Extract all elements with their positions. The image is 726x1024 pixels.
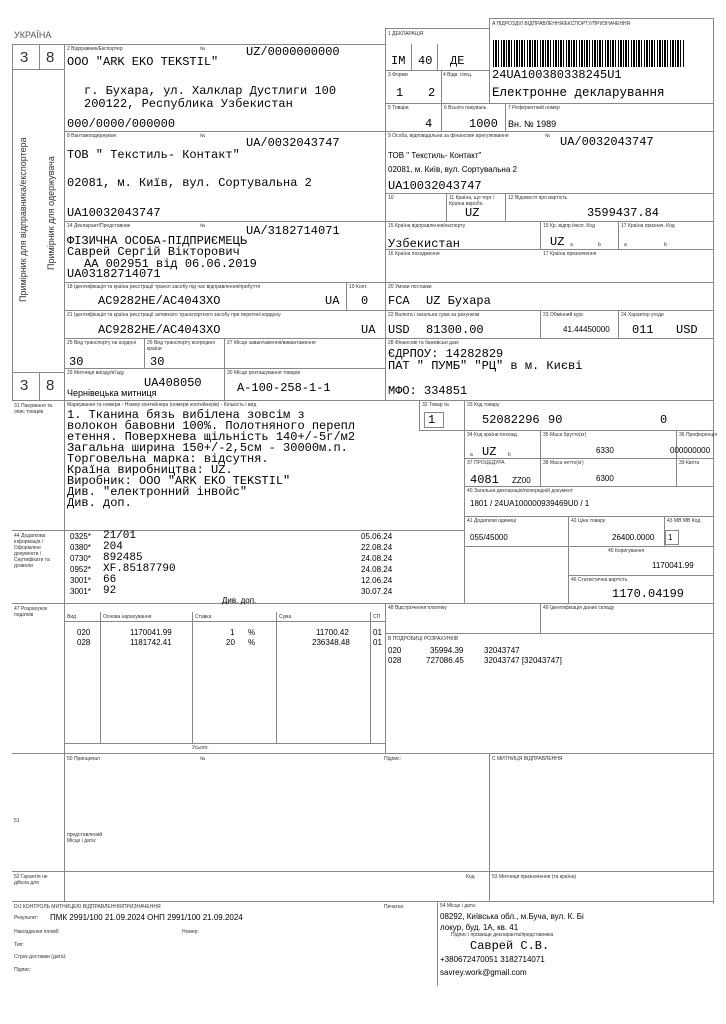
boxA-label: A ПІДРОЗДІЛ ВІДПРАВЛЕННЯ/ЕКСПОРТУ/ПРИЗНАЧЕННЯ: [492, 21, 631, 27]
tax-col-sum: Сума: [279, 614, 292, 620]
box47-label: 47 Розрахунок податків: [14, 606, 48, 618]
doc-code-1: 0325*: [70, 532, 91, 541]
divider: [12, 69, 64, 70]
box33-label: 33 Код товару: [467, 402, 500, 408]
box17-label: 17 Країна призначення: [543, 251, 597, 257]
box34-label: 34 Код країни похожд.: [467, 432, 519, 438]
copy-number-bottom: 3: [20, 377, 29, 394]
copy-of-bottom: 8: [46, 377, 55, 394]
declarant-document: АА 002951 від 06.06.2019: [84, 257, 257, 271]
doc-number-6: 92: [103, 585, 117, 597]
divider: [12, 603, 713, 604]
doc-number-3: 892485: [103, 552, 143, 564]
divider: [505, 193, 506, 221]
financial-number: UA/0032043747: [560, 135, 654, 149]
divider: [64, 743, 385, 744]
box40-label: 40 Загальна декларація/попередній документ: [467, 488, 574, 494]
bank-edrpou: ЄДРПОУ: 14282829: [388, 347, 504, 361]
divider: [385, 28, 386, 400]
box50-place-label: Місце і дата:: [67, 838, 97, 844]
transport-country-departure: UA: [325, 294, 340, 308]
border-transport-mode: 30: [69, 355, 84, 369]
divider: [100, 612, 101, 743]
divider: [489, 753, 490, 871]
box10-label: 10: [388, 195, 394, 201]
declarant-place-1: 08292, Київська обл., м.Буча, вул. К. Бі: [440, 912, 584, 921]
dispatch-country-code: UZ: [550, 235, 565, 249]
sender-number: UZ/0000000000: [246, 45, 340, 59]
boxD-label: D/J КОНТРОЛЬ МИТНИЦЕЮ ВІДПРАВЛЕННЯ/ПРИЗНАЧЕННЯ: [14, 904, 161, 910]
tax-col-base: Основа нарахування: [103, 614, 152, 620]
divider: [64, 400, 65, 530]
box50-rep-label: представлений: [67, 832, 103, 838]
divider: [64, 603, 65, 753]
doc-number-1: 21/01: [103, 530, 137, 542]
divider: [676, 430, 677, 486]
box15a-a: a: [570, 242, 573, 248]
control-result: ПМК 2991/100 21.09.2024 ОНП 2991/100 21.09.2024: [50, 913, 243, 922]
divider: [144, 338, 145, 368]
tax-base: 1181742.41: [130, 638, 172, 647]
divider: [464, 516, 713, 517]
box50-label: 50 Принципал: [67, 756, 100, 762]
divider: [276, 612, 277, 743]
divider: [224, 368, 225, 400]
divider: [64, 338, 713, 339]
value-details: 3599437.84: [587, 206, 660, 220]
financial-address: 02081, м. Київ, вул. Сортувальна 2: [388, 165, 517, 174]
box54-label: 54 Місце і дата:: [440, 903, 477, 909]
box17a-b: b: [664, 242, 667, 248]
divider: [489, 871, 490, 901]
delivery-terms-place: UZ Бухара: [426, 294, 491, 308]
box2-no-label: №: [200, 46, 206, 52]
box4-label: 4 Відв. спец.: [443, 72, 473, 78]
tax-sp: 01: [373, 638, 382, 647]
goods-description-line-6: Країна виробництва: UZ.: [67, 463, 233, 477]
transaction-nature: 011: [632, 323, 654, 337]
divider: [64, 44, 65, 400]
divider: [370, 612, 371, 743]
doc-code-5: 3001*: [70, 576, 91, 585]
box21-label: 21 Ідентифікація та країна реєстрації активного транспортного засобу при перетині кордону: [67, 312, 281, 318]
divider: [385, 70, 489, 71]
divider: [441, 70, 442, 103]
tax-rate-unit: %: [248, 638, 256, 647]
box18-label: 18 Ідентифікація та країна реєстрації трансп засобу під час відправлення/прибуття: [67, 284, 261, 290]
box42-label: 42 Ціна товару: [571, 518, 606, 524]
declarant-email: savrey.work@gmail.com: [440, 968, 527, 977]
box44-label: 44 Додаткова інформація /Оформлені документи /Сертифікати та дозволи: [14, 533, 50, 569]
box23-label: 23 Обмінний курс: [543, 312, 584, 318]
box41-label: 41 Додаткові одиниці: [467, 518, 517, 524]
sender-name: ООО "ARK EKO TEKSTIL": [67, 55, 219, 69]
divider: [419, 430, 713, 431]
divider: [540, 603, 541, 633]
box14-no-label: №: [200, 223, 206, 229]
box46-label: 46 Статистична вартість: [571, 577, 628, 583]
hs-code-extra: 0: [660, 413, 668, 427]
doc-date-4: 24.08.24: [361, 565, 393, 574]
box32-label: 32 Товар №: [422, 402, 450, 408]
box16-label: 16 Країна походження: [388, 251, 440, 257]
divider: [12, 400, 713, 401]
payment-amount: 35994.39: [430, 646, 464, 655]
payment-id: 32043747: [484, 646, 520, 655]
box34-a: a: [470, 452, 473, 458]
divider: [64, 221, 713, 222]
divider: [192, 612, 193, 743]
box54-sublabel: Підпис і прізвище декларанта/представника: [451, 932, 554, 938]
goods-location: A-100-258-1-1: [237, 381, 331, 395]
copy-number: 3: [20, 49, 29, 66]
tax-base: 1170041.99: [130, 628, 172, 637]
box29-label: 29 Митниця виїзду/в'їзду: [67, 370, 125, 376]
divider: [464, 486, 713, 487]
divider: [618, 310, 619, 338]
divider: [437, 44, 438, 70]
bank-name: ПАТ " ПУМБ" "РЦ" в м. Києві: [388, 359, 583, 373]
divider: [489, 18, 713, 19]
divider: [419, 400, 420, 430]
box22-label: 22 Валюта і загальна сума за рахунком: [388, 312, 480, 318]
divider: [489, 18, 490, 103]
origin-country: UZ: [482, 445, 497, 459]
box2-label: 2 Відправник/Експортер: [67, 46, 123, 52]
tax-col-type: Вид: [67, 614, 77, 620]
declaration-type-2: 40: [418, 54, 433, 68]
box30-label: 30 Місце розташування товарів: [227, 370, 300, 376]
tax-sum: 236348.48: [312, 638, 350, 647]
box45-label: 45 Коригування: [608, 548, 645, 554]
procedure-extra: ZZ00: [512, 476, 531, 485]
goods-description-line-8: Див. "електронний інвойс": [67, 485, 248, 499]
divider: [568, 546, 569, 603]
box11-label: 11 Країна, що торг / Країна виробн.: [449, 195, 495, 207]
sender-address-1: г. Бухара, ул. Халклар Дустлиги 100: [84, 84, 337, 98]
goods-description-line-9: Див. доп.: [67, 496, 132, 510]
box19-label: 19 Конт.: [349, 284, 368, 290]
declarant-name-2: Саврей Сергій Вікторович: [67, 245, 240, 259]
boxB-label: В ПОДРОБИЦІ РОЗРАХУНКІВ: [388, 636, 459, 642]
additional-info-ref: Див. доп.: [222, 596, 257, 605]
doc-date-1: 05.06.24: [361, 532, 393, 541]
divider: [385, 633, 713, 634]
goods-description-line-3: етення. Поверхнева щільність 140+/-5г/м2: [67, 430, 356, 444]
transport-id-border: AC9282HE/AC4043XO: [98, 323, 221, 337]
doc-code-6: 3001*: [70, 587, 91, 596]
item-number: 1: [428, 413, 436, 427]
box31-label: 31 Пакування та опис товарів: [14, 403, 53, 415]
valuation-method: 1: [668, 533, 673, 542]
box26-label: 26 Вид транспорту всередині країни: [147, 340, 215, 352]
statistical-value: 1170.04199: [612, 587, 685, 601]
boxC-label: С МИТНИЦЯ ВІДПРАВЛЕННЯ: [492, 756, 563, 762]
divider: [12, 871, 713, 872]
box24-label: 24 Характер угоди: [621, 312, 664, 318]
box8-no-label: №: [200, 133, 206, 139]
box48-label: 48 Відстрочення платежу: [388, 605, 447, 611]
boxD-deadline-label: Строк доставки (дата):: [14, 954, 67, 960]
copy-of: 8: [46, 49, 55, 66]
goods-description-line-1: 1. Тканина бязь вибілена зовсім з: [67, 408, 305, 422]
box53-label: 53 Митниця призначення (та країна): [492, 874, 577, 880]
goods-description-line-7: Виробник: ООО "ARK EKO TEKSTIL": [67, 474, 291, 488]
invoice-currency: USD: [388, 323, 410, 337]
tax-type: 028: [77, 638, 91, 647]
sender-code: 000/0000/000000: [67, 117, 176, 131]
payment-amount: 727086.45: [426, 656, 464, 665]
divider: [540, 310, 541, 338]
box14-label: 14 Декларант/Представник: [67, 223, 130, 229]
payment-code: 020: [388, 646, 402, 655]
divider: [12, 44, 13, 400]
consignee-code: UA10032043747: [67, 206, 161, 220]
boxD-number-label: Номер:: [182, 929, 199, 935]
exchange-rate: 41.44450000: [563, 325, 610, 334]
customs-office-code: UA408050: [144, 376, 202, 390]
boxD-sign-label: Підпис:: [14, 967, 32, 973]
tax-rate-unit: %: [248, 628, 256, 637]
box17a-a: a: [624, 242, 627, 248]
divider: [64, 621, 385, 622]
boxD-seals-label: Накладення пломб:: [14, 929, 60, 935]
declaration-type-3: ДЕ: [450, 54, 465, 68]
divider: [39, 372, 40, 400]
box37-label: 37 ПРОЦЕДУРА: [467, 460, 505, 466]
hs-code: 52082296: [482, 413, 540, 427]
divider: [64, 753, 65, 871]
bank-mfo: МФО: 334851: [388, 384, 468, 398]
divider: [446, 193, 447, 221]
tax-type: 020: [77, 628, 91, 637]
box50-no-label: №: [200, 756, 206, 762]
box50-sign-label: Підпис:: [384, 756, 402, 762]
divider: [346, 282, 347, 310]
divider: [618, 221, 619, 249]
box8-label: 8 Вантажоодержувач: [67, 133, 117, 139]
supplementary-units: 055/45000: [470, 533, 508, 542]
box25-label: 25 Вид транспорту на кордоні: [67, 340, 137, 346]
side-label-receiver: Примірник для одержувача: [46, 156, 56, 270]
doc-date-5: 12.06.24: [361, 576, 393, 585]
tax-sum: 11700.42: [316, 628, 349, 637]
box6-label: 6 Всього пакувань: [444, 105, 487, 111]
box3-label: 3 Форми: [388, 72, 408, 78]
declaration-code: 24UA100380338245U1: [492, 68, 622, 82]
declaration-status: Електронне декларування: [492, 86, 665, 100]
hs-code-sub: 90: [548, 413, 563, 427]
gross-weight: 6330: [596, 446, 614, 455]
box15a-label: 15 Кр. відпр./експ. Код: [543, 223, 595, 229]
customs-office-name: Чернівецька митниця: [67, 388, 157, 398]
divider: [385, 193, 713, 194]
box52-code-label: Код: [466, 874, 475, 880]
divider: [411, 44, 412, 70]
barcode: [493, 40, 685, 67]
payment-code: 028: [388, 656, 402, 665]
doc-date-3: 24.08.24: [361, 554, 393, 563]
boxD-result-label: Результат:: [14, 915, 39, 921]
divider: [12, 901, 713, 902]
box15-label: 15 Країна відправлення/експорту: [388, 223, 466, 229]
box28-label: 28 Фінансові та банківські дані: [388, 340, 459, 346]
divider: [464, 546, 713, 547]
adjustment-value: 1170041.99: [652, 561, 694, 570]
box9-no-label: №: [545, 133, 551, 139]
divider: [540, 221, 541, 249]
tax-rate: 1: [230, 628, 235, 637]
box7-label: 7 Референтний номер: [508, 105, 560, 111]
divider: [64, 131, 713, 132]
box52-label: 52 Гарантія не дійсна для: [14, 874, 48, 886]
declarant-name-1: ФІЗИЧНА ОСОБА-ПІДПРИЄМЕЦЬ: [67, 234, 248, 248]
forms-2: 2: [428, 86, 436, 100]
divider: [568, 516, 569, 546]
dispatch-country: Узбекистан: [388, 237, 461, 251]
trading-country: UZ: [465, 206, 480, 220]
goods-count: 4: [425, 117, 433, 131]
item-price: 26400.0000: [612, 533, 655, 542]
divider: [540, 430, 541, 486]
reference-number: Вн. № 1989: [508, 119, 557, 129]
declarant-signature-name: Саврей С.В.: [470, 939, 550, 953]
box20-label: 20 Умови поставки: [388, 284, 432, 290]
divider: [713, 18, 714, 904]
tax-total-label: Усього:: [192, 745, 209, 751]
divider: [385, 28, 489, 29]
country-label: УКРАЇНА: [14, 30, 52, 40]
declarant-code: UA03182714071: [67, 267, 161, 281]
divider: [568, 575, 713, 576]
goods-description-line-4: Загальна ширина 150+/-2,5см - 30000м.п.: [67, 441, 348, 455]
consignee-number: UA/0032043747: [246, 136, 340, 150]
divider: [12, 372, 64, 373]
box5-label: 5 Товари: [388, 105, 409, 111]
doc-code-3: 0730*: [70, 554, 91, 563]
declarant-place-2: локур, буд. 1А, кв. 41: [440, 923, 519, 932]
consignee-address: 02081, м. Київ, вул. Сортувальна 2: [67, 176, 312, 190]
box15a-b: b: [598, 242, 601, 248]
tax-rate: 20: [226, 638, 235, 647]
divider: [437, 901, 438, 986]
doc-code-2: 0380*: [70, 543, 91, 552]
box9-label: 9 Особа, відповідальна за фінансове врегулювання: [388, 133, 509, 139]
divider: [385, 103, 713, 104]
box51-label: 51: [14, 818, 20, 824]
divider: [64, 310, 713, 311]
sender-address-2: 200122, Республика Узбекистан: [84, 97, 293, 111]
packages-count: 1000: [469, 117, 498, 131]
delivery-terms-code: FCA: [388, 294, 410, 308]
consignee-name: ТОВ " Текстиль- Контакт": [67, 148, 240, 162]
previous-document: 1801 / 24UA100000939469U0 / 1: [470, 499, 590, 508]
box12-label: 12 Відомості про вартість: [508, 195, 568, 201]
doc-date-2: 22.08.24: [361, 543, 393, 552]
divider: [64, 530, 65, 603]
procedure-code: 4081: [470, 473, 499, 487]
box34-b: b: [508, 452, 511, 458]
box43-label: 43 МВ МВ Код: [667, 518, 701, 524]
declarant-number: UA/3182714071: [246, 224, 340, 238]
transport-country-border: UA: [361, 323, 376, 337]
transport-id-departure: AC9282HE/AC4043XO: [98, 294, 221, 308]
declarant-phone: +380672470051 3182714071: [440, 955, 545, 964]
divider: [505, 103, 506, 131]
preference: 000000000: [670, 446, 711, 455]
inland-transport-mode: 30: [150, 355, 165, 369]
box49-label: 49 Ідентифікація даних складу: [543, 605, 615, 611]
box1-label: 1 ДЕКЛАРАЦІЯ: [388, 31, 424, 37]
divider: [12, 530, 464, 531]
box35-label: 35 Маса брутто(кг): [543, 432, 587, 438]
doc-number-4: ХF.85187790: [103, 563, 176, 575]
box36-label: 36 Преференція: [679, 432, 718, 438]
divider: [224, 338, 225, 368]
tax-col-sp: СП: [373, 614, 381, 620]
doc-date-6: 30.07.24: [361, 587, 393, 596]
divider: [64, 871, 65, 901]
divider: [39, 44, 40, 69]
goods-description-line-5: Торговельна марка: відсутня.: [67, 452, 269, 466]
divider: [64, 282, 713, 283]
goods-description-line-2: волокон бавовни 100%. Полотняного перепл: [67, 419, 356, 433]
invoice-amount: 81300.00: [426, 323, 484, 337]
declaration-type-1: IM: [391, 54, 406, 68]
tax-sp: 01: [373, 628, 382, 637]
financial-code: UA10032043747: [388, 179, 482, 193]
box27-label: 27 Місце завантаження/вивантаження: [227, 340, 316, 346]
box31-sublabel: Маркування та номери - Номер контейнера (номери контейнерів) - Кількість і вид: [67, 402, 257, 408]
box17a-label: 17 Країна признач. Код: [621, 223, 675, 229]
forms-1: 1: [396, 86, 404, 100]
tax-col-rate: Ставка: [195, 614, 212, 620]
doc-code-4: 0952*: [70, 565, 91, 574]
doc-number-2: 204: [103, 541, 123, 553]
container-flag: 0: [361, 294, 369, 308]
box38-label: 38 Маса нетто(кг): [543, 460, 584, 466]
boxD-stamp-label: Печатка:: [384, 904, 405, 910]
net-weight: 6300: [596, 474, 614, 483]
payment-id: 32043747 [32043747]: [484, 656, 562, 665]
transaction-currency: USD: [676, 323, 698, 337]
doc-number-5: 66: [103, 574, 117, 586]
financial-name: ТОВ " Текстиль- Контакт": [388, 151, 482, 160]
divider: [441, 103, 442, 131]
box39-label: 39 Квота: [679, 460, 700, 466]
divider: [385, 603, 386, 753]
side-label-sender: Примірник для відправника/експортера: [18, 137, 28, 302]
divider: [12, 753, 713, 754]
boxD-type-label: Тип:: [14, 942, 24, 948]
